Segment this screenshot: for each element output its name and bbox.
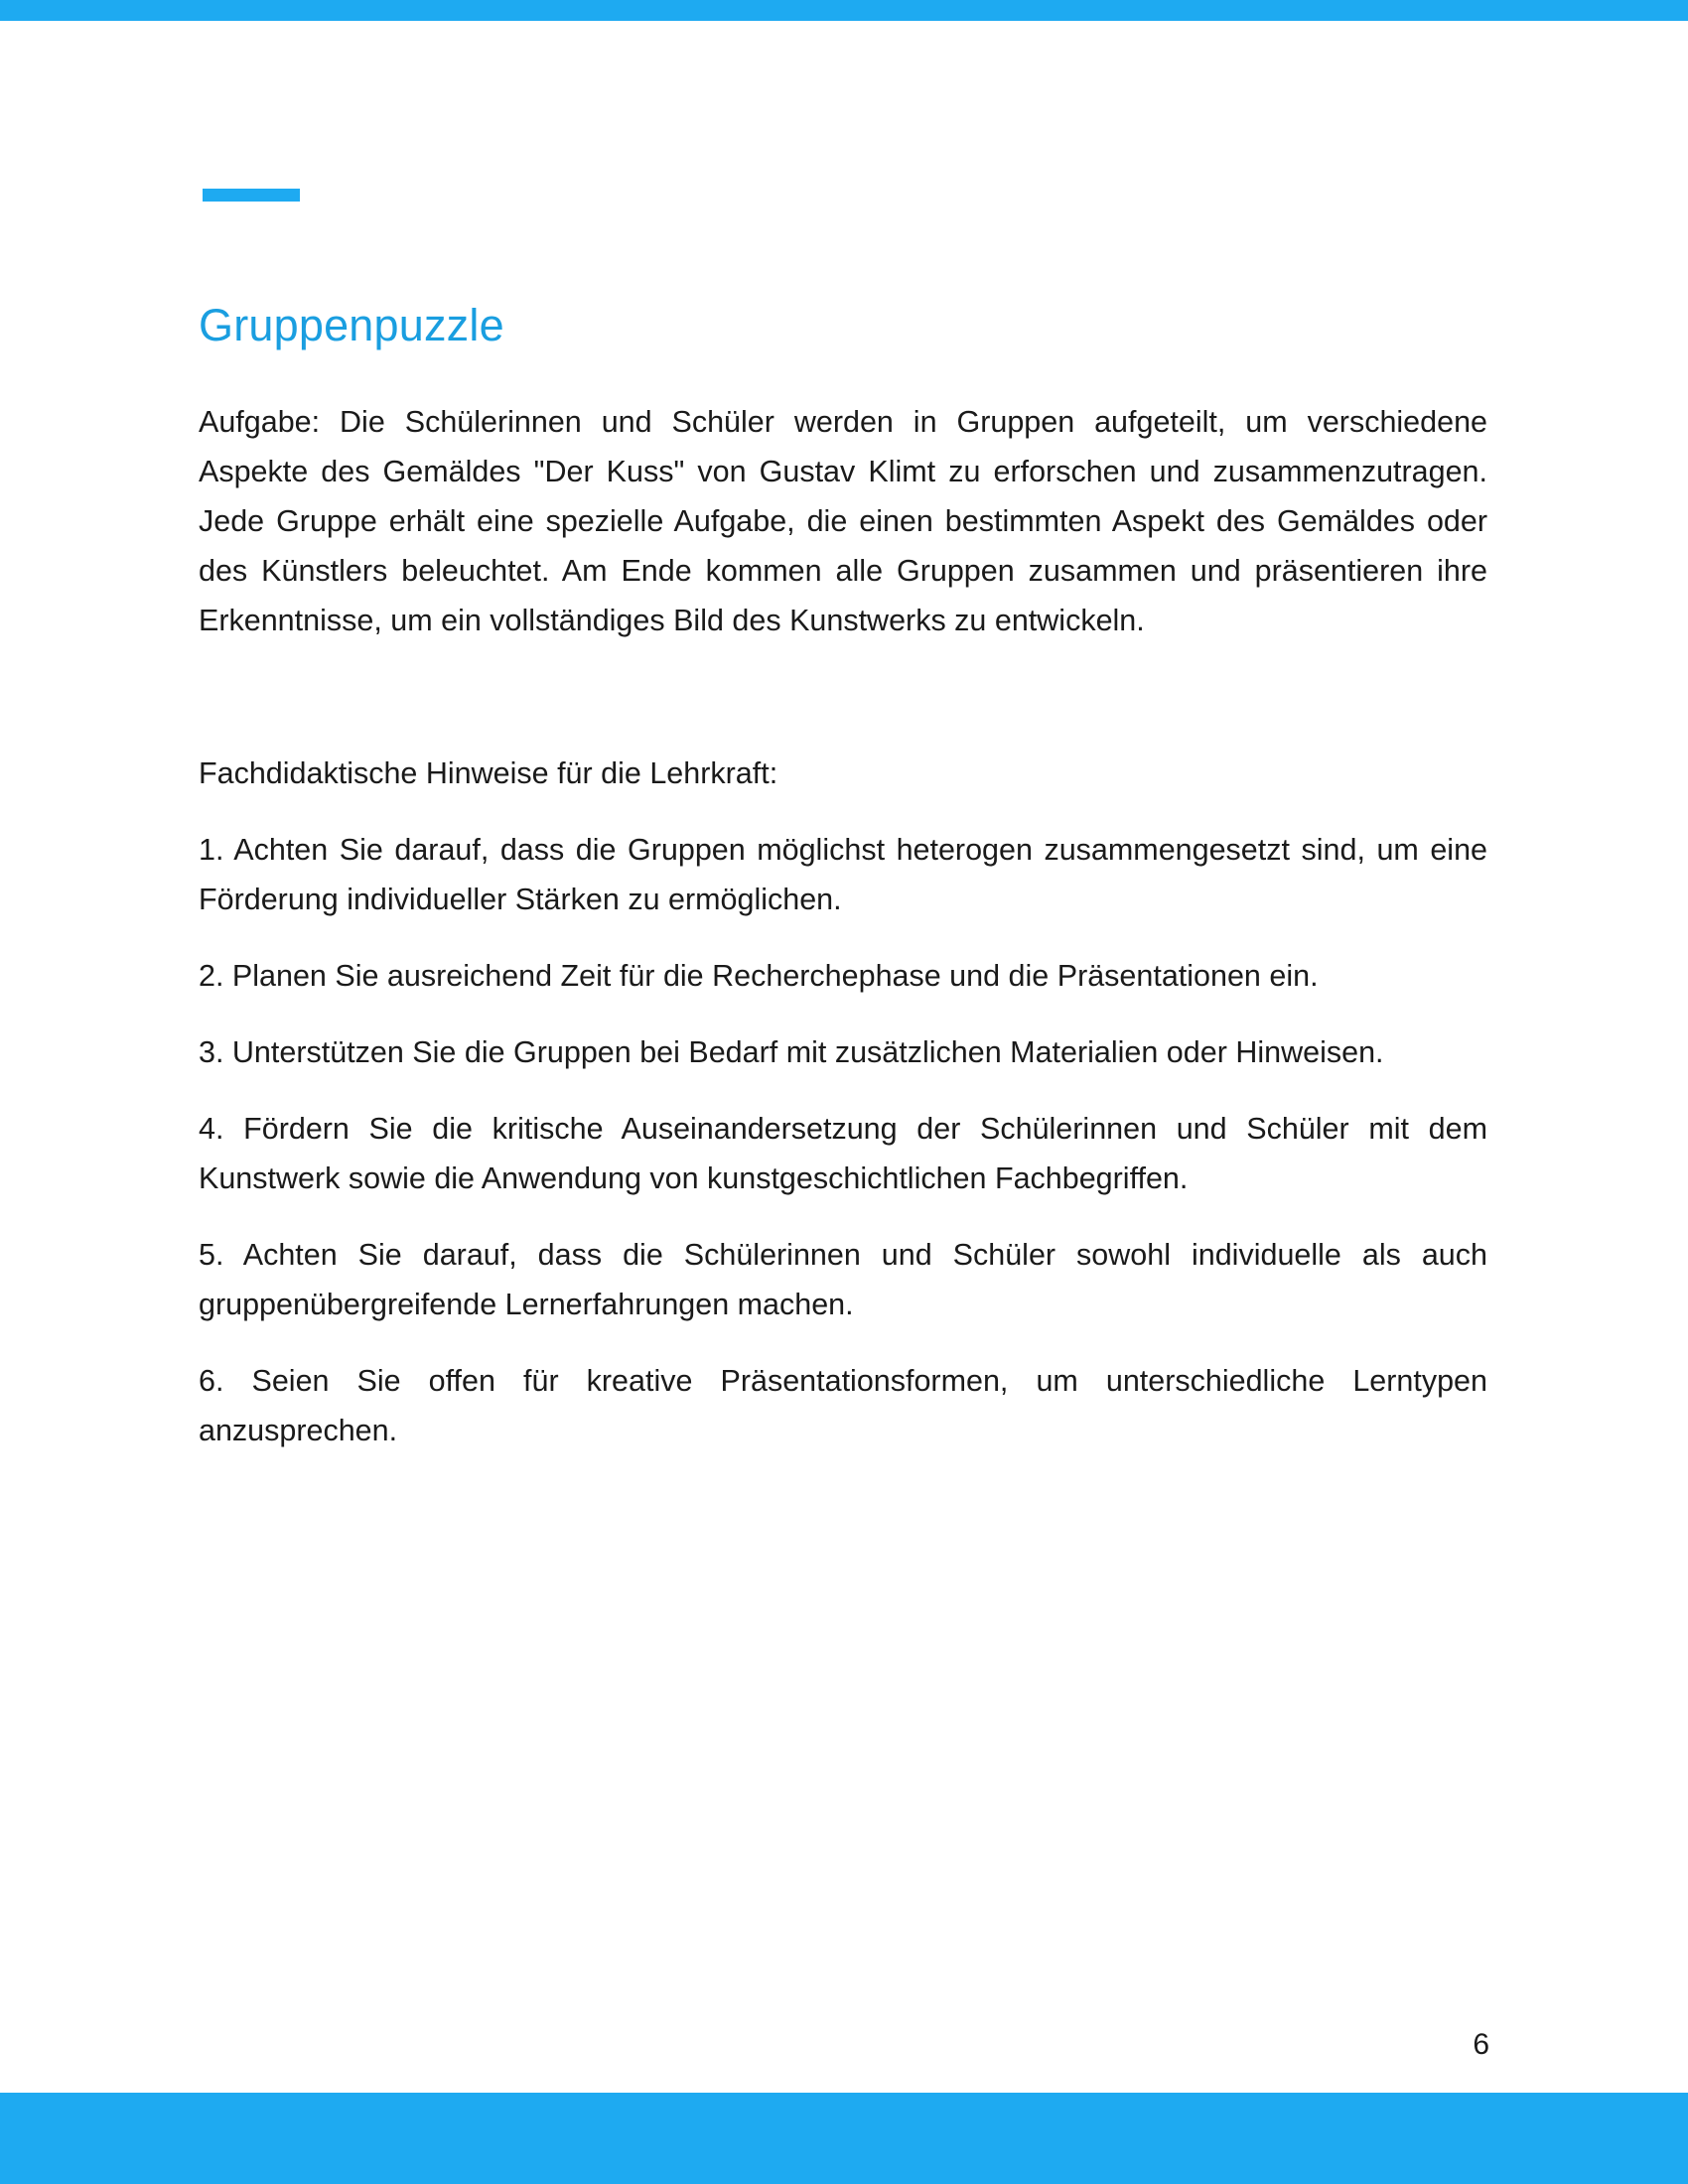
hint-item-4: 4. Fördern Sie die kritische Auseinandersetzung der Schülerinnen und Schüler mit dem Kunstwerk sowie die Anwendung von kunstgeschichtlichen Fachbegriffen. bbox=[199, 1112, 1487, 1195]
bottom-accent-bar bbox=[0, 2093, 1688, 2184]
hint-item-5: 5. Achten Sie darauf, dass die Schülerinnen und Schüler sowohl individuelle als auch gruppenübergreifende Lernerfahrungen machen. bbox=[199, 1238, 1487, 1321]
accent-dash bbox=[203, 189, 300, 202]
top-accent-bar bbox=[0, 0, 1688, 21]
hint-item-2: 2. Planen Sie ausreichend Zeit für die Recherchephase und die Präsentationen ein. bbox=[199, 959, 1319, 993]
hint-item-3: 3. Unterstützen Sie die Gruppen bei Bedarf mit zusätzlichen Materialien oder Hinweisen. bbox=[199, 1035, 1384, 1069]
page-number: 6 bbox=[1473, 2028, 1489, 2061]
hints-heading: Fachdidaktische Hinweise für die Lehrkraft: bbox=[199, 756, 778, 790]
task-paragraph: Aufgabe: Die Schülerinnen und Schüler werden in Gruppen aufgeteilt, um verschiedene Aspekte des Gemäldes "Der Kuss" von Gustav Klimt zu erforschen und zusammenzutragen. Jede Gruppe erhält eine spezielle Aufgabe, die einen bestimmten Aspekt des Gemäldes oder des Künstlers beleuchtet. Am Ende kommen alle Gruppen zusammen und präsentieren ihre Erkenntnisse, um ein vollständiges Bild des Kunstwerks zu entwickeln. bbox=[199, 405, 1487, 637]
page-title: Gruppenpuzzle bbox=[199, 300, 504, 350]
hint-item-6: 6. Seien Sie offen für kreative Präsentationsformen, um unterschiedliche Lerntypen anzusprechen. bbox=[199, 1364, 1487, 1447]
hint-item-1: 1. Achten Sie darauf, dass die Gruppen möglichst heterogen zusammengesetzt sind, um eine Förderung individueller Stärken zu ermöglichen. bbox=[199, 833, 1487, 916]
document-body bbox=[199, 397, 1487, 1482]
